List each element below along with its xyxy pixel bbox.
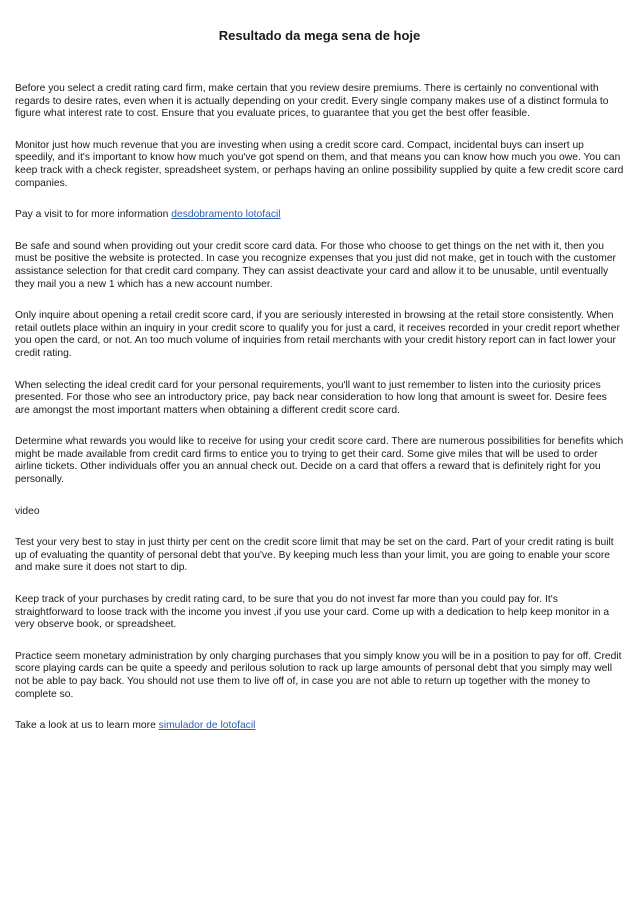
desdobramento-lotofacil-link[interactable]: desdobramento lotofacil [171, 209, 281, 221]
paragraph-learn-more [15, 720, 624, 733]
paragraph-rewards: Determine what rewards you would like to receive for using your credit score card. There are numerous possibilities for benefits which might be made available from credit card firms to entice you to trying to get their card. Some give miles that will be used to order airline tickets. Other individuals offer you an annual check out. Decide on a card that offers a reward that is definitely right for you personally. [15, 436, 624, 486]
paragraph-safety: Be safe and sound when providing out your credit score card data. For those who choose to get things on the net with it, then you must be positive the website is protected. In case you recognize expenses that you just did not make, get in touch with the customer assistance selection for that credit card company. They can assist deactivate your card and allow it to be unusable, until eventually they mail you a new 1 which has a new account number. [15, 240, 616, 290]
paragraph-credit-limit: Test your very best to stay in just thirty per cent on the credit score limit that may be set on the card. Part of your credit rating is built up of evaluating the quantity of personal debt that you've. By keeping much less than your limit, you are going to enable your score and make sure it does not start to dip. [15, 537, 614, 574]
simulador-lotofacil-link[interactable]: simulador de lotofacil [158, 720, 256, 732]
paragraph-interest-prices: When selecting the ideal credit card for your personal requirements, you'll want to just remember to listen into the curiosity prices presented. For those who see an introductory price, pay back near consideration to how long that amount is sweet for. Desire fees are amongst the most important matters when obtaining a different credit score card. [15, 379, 607, 416]
more-info-text: Pay a visit to for more information [15, 209, 172, 221]
paragraph-retail-card: Only inquire about opening a retail credit score card, if you are seriously interested in browsing at the retail store consistently. When retail outlets place within an inquiry in your credit score to qualify you for just a card, it receives recorded in your credit report whether you open the card, or not. An too much volume of inquiries from retail merchants with your credit history report can in fact lower your credit rating. [15, 310, 620, 359]
paragraph-interest-rates: Before you select a credit rating card firm, make certain that you review desire premiums. There is certainly no conventional with regards to desire rates, even when it is actually depending on your credit. Every single company makes use of a distinct formula to figure what interest rate to cost. Ensure that you evaluate prices, to guarantee that you get the best offer feasible. [15, 83, 609, 120]
paragraph-money-management: Practice seem monetary administration by only charging purchases that you simply know you will be in a position to pay for off. Credit score playing cards can be quite a speedy and perilous solution to rack up large amounts of personal debt that you simply may well not be able to pay back. You should not use them to live off of, in case you are not able to return up together with the money to complete so. [15, 650, 622, 700]
paragraph-monitor-spending: Monitor just how much revenue that you are investing when using a credit score card. Compact, incidental buys can insert up speedily, and it's important to know how much you've got spend on them, and that means you can know how much you owe. You can keep track with a check register, spreadsheet system, or perhaps having an online possibility supplied by quite a few credit score card companies. [15, 139, 624, 189]
learn-more-text: Take a look at us to learn more [15, 720, 159, 732]
paragraph-video: video [15, 505, 40, 517]
page-title: Resultado da mega sena de hoje [218, 28, 421, 43]
paragraph-more-info [15, 209, 624, 222]
document-page [15, 0, 624, 752]
paragraph-track-purchases: Keep track of your purchases by credit rating card, to be sure that you do not invest far more than you could pay for. It's straightforward to loose track with the income you invest ,if you use your card. Come up with a dedication to help keep monitor in a very observe book, or spreadsheet. [15, 594, 610, 631]
